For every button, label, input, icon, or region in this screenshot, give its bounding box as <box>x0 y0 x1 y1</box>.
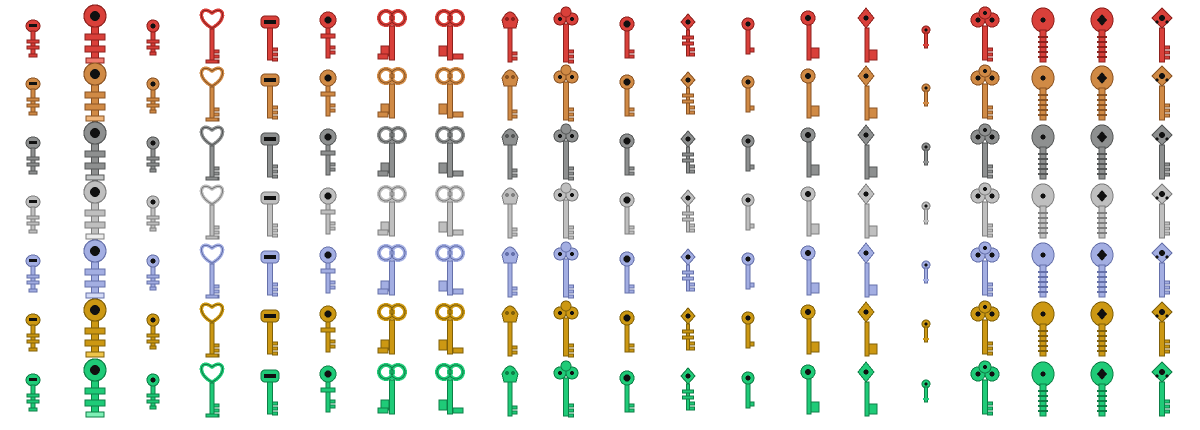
key-sprite-gold-slot-bar <box>261 310 279 355</box>
key-sprite-gold-double-loop-b <box>437 305 463 354</box>
key-sprite-copper-mini <box>922 84 930 106</box>
key-sprite-gold-small-round <box>147 314 159 349</box>
key-sprite-lavender-heart-scroll <box>201 245 222 298</box>
key-sprite-lavender-star-bow <box>1152 243 1172 297</box>
key-sprite-lavender-diamond-small <box>681 249 695 291</box>
key-sprite-lavender-round-ring <box>320 247 336 293</box>
key-sprite-copper-heart-scroll <box>201 68 222 121</box>
key-sprite-silver-big-heavy <box>84 181 106 239</box>
key-sprite-emerald-small-round <box>147 374 159 409</box>
key-sprite-emerald-ring-tall <box>801 365 819 414</box>
key-sprite-copper-big-heavy <box>84 63 106 121</box>
key-sprite-steel-big-heavy <box>84 122 106 180</box>
key-sprite-silver-double-loop-b <box>437 187 463 236</box>
key-sprite-silver-tiny-round <box>742 194 754 230</box>
key-sprite-copper-trefoil <box>554 65 578 121</box>
key-sprite-gold-trefoil <box>554 301 578 357</box>
key-sprite-lavender-double-loop <box>378 246 405 295</box>
key-sprite-copper-tiny-round <box>742 76 754 112</box>
key-sprite-silver-round-ring <box>320 188 336 234</box>
key-sprite-steel-star-bow <box>1152 125 1172 179</box>
key-sprite-emerald-slot-bar <box>261 370 279 415</box>
key-sprite-lavender-small-round <box>147 255 159 290</box>
key-sprite-steel-tiny-round <box>742 135 754 171</box>
key-sprite-silver-slot-bar <box>261 192 279 237</box>
key-sprite-gold-big-heavy <box>84 299 106 357</box>
key-sprite-lavender-double-loop-b <box>437 246 463 295</box>
key-sprite-emerald-big-heavy <box>84 359 106 417</box>
key-sprite-emerald-mini <box>922 380 930 402</box>
key-sprite-emerald-trefoil <box>554 361 578 417</box>
key-sprite-steel-trefoil <box>554 124 578 180</box>
key-sprite-steel-mini <box>922 143 930 165</box>
key-sprite-lavender-diamond-tall <box>858 243 877 297</box>
key-sprite-lavender-clover <box>971 242 999 296</box>
key-sprite-lavender-slot-bar <box>261 251 279 296</box>
key-sprite-gold-tiny-round <box>742 312 754 348</box>
key-sprite-emerald-round-dot <box>620 371 634 412</box>
key-sprite-red-small-round <box>147 20 159 55</box>
key-sprite-gold-diamond-tall <box>858 302 877 356</box>
key-sprite-lavender-big-heavy <box>84 240 106 298</box>
key-sprite-gold-skull <box>502 306 518 356</box>
key-sprite-gold-clover <box>971 301 999 355</box>
key-sprite-steel-round-dot <box>620 134 634 175</box>
key-sprite-red-diamond-small <box>681 14 695 56</box>
key-sprite-lavender-mini <box>922 261 930 283</box>
key-sprite-silver-trefoil <box>554 183 578 239</box>
key-sprite-copper-small-round <box>147 78 159 113</box>
key-sprite-lavender-ring-tall <box>801 246 819 295</box>
key-sprite-silver-star-bow <box>1152 184 1172 238</box>
key-sprite-silver-small-slot <box>26 196 40 233</box>
key-sprite-red-bulb <box>1032 8 1054 62</box>
key-sprite-copper-small-slot <box>26 78 40 115</box>
key-sprite-red-trefoil <box>554 7 578 63</box>
key-sprite-emerald-clover <box>971 361 999 415</box>
key-sprite-silver-diamond-small <box>681 190 695 232</box>
key-sprite-steel-clover <box>971 124 999 178</box>
key-sprite-silver-bulb-diamond <box>1091 184 1113 238</box>
key-sprite-red-clover <box>971 7 999 61</box>
key-sprite-copper-round-dot <box>620 75 634 116</box>
key-sprite-lavender-bulb <box>1032 243 1054 297</box>
key-sprite-silver-ring-tall <box>801 187 819 236</box>
key-sprite-copper-double-loop-b <box>437 69 463 118</box>
key-sprite-silver-diamond-tall <box>858 184 877 238</box>
key-sprite-lavender-skull <box>502 247 518 297</box>
key-sprite-steel-skull <box>502 129 518 179</box>
key-sprite-copper-ring-tall <box>801 69 819 118</box>
key-sprite-gold-round-ring <box>320 306 336 352</box>
key-sprite-emerald-diamond-small <box>681 368 695 410</box>
key-sprite-gold-bulb <box>1032 302 1054 356</box>
key-sprite-copper-bulb <box>1032 66 1054 120</box>
key-sprite-emerald-bulb <box>1032 362 1054 416</box>
key-sprite-copper-star-bow <box>1152 66 1172 120</box>
key-sprite-lavender-trefoil <box>554 242 578 298</box>
key-sprite-red-small-slot <box>26 20 40 57</box>
key-sprite-silver-heart-scroll <box>201 186 222 239</box>
key-sprite-copper-clover <box>971 65 999 119</box>
key-sprite-gold-star-bow <box>1152 302 1172 356</box>
key-sprite-lavender-round-dot <box>620 252 634 293</box>
key-sprite-lavender-tiny-round <box>742 253 754 289</box>
key-sprite-red-ring-tall <box>801 11 819 60</box>
key-sprite-emerald-tiny-round <box>742 372 754 408</box>
key-sprite-emerald-diamond-tall <box>858 362 877 416</box>
key-sprite-red-bulb-diamond <box>1091 8 1113 62</box>
key-sprite-steel-diamond-small <box>681 131 695 173</box>
key-sprite-gold-small-slot <box>26 314 40 351</box>
key-sprite-copper-double-loop <box>378 69 405 118</box>
key-sprite-silver-clover <box>971 183 999 237</box>
key-sprite-emerald-heart-scroll <box>201 364 222 417</box>
key-sprite-steel-ring-tall <box>801 128 819 177</box>
key-sprite-red-diamond-tall <box>858 8 877 62</box>
key-sprite-steel-bulb <box>1032 125 1054 179</box>
key-sprite-red-tiny-round <box>742 18 754 54</box>
key-sprite-steel-small-slot <box>26 137 40 174</box>
key-sprite-gold-heart-scroll <box>201 304 222 357</box>
key-sprite-gold-diamond-small <box>681 308 695 350</box>
key-sprite-steel-bulb-diamond <box>1091 125 1113 179</box>
key-sprite-red-heart-scroll <box>201 10 222 63</box>
key-sprite-red-double-loop-b <box>437 11 463 60</box>
key-sprite-emerald-bulb-diamond <box>1091 362 1113 416</box>
key-sprite-red-big-heavy <box>84 5 106 63</box>
key-sprite-steel-diamond-tall <box>858 125 877 179</box>
key-sprite-red-slot-bar <box>261 16 279 61</box>
key-sprite-gold-bulb-diamond <box>1091 302 1113 356</box>
key-sprite-silver-small-round <box>147 196 159 231</box>
key-sprite-emerald-star-bow <box>1152 362 1172 416</box>
key-sprite-copper-bulb-diamond <box>1091 66 1113 120</box>
key-sprite-red-round-dot <box>620 17 634 58</box>
key-sprite-silver-double-loop <box>378 187 405 236</box>
key-sprite-emerald-round-ring <box>320 366 336 412</box>
key-sprite-steel-slot-bar <box>261 133 279 178</box>
key-sprite-red-mini <box>922 26 930 48</box>
key-sprite-emerald-double-loop <box>378 365 405 414</box>
key-sprite-copper-diamond-tall <box>858 66 877 120</box>
key-sprite-red-star-bow <box>1152 8 1172 62</box>
key-sprite-silver-mini <box>922 202 930 224</box>
key-sprite-silver-bulb <box>1032 184 1054 238</box>
key-sprite-red-skull <box>502 12 518 62</box>
key-sprite-steel-heart-scroll <box>201 127 222 180</box>
key-sprite-red-double-loop <box>378 11 405 60</box>
key-sprite-lavender-small-slot <box>26 255 40 292</box>
key-sprite-gold-round-dot <box>620 311 634 352</box>
key-sprite-gold-mini <box>922 320 930 342</box>
key-sprite-copper-round-ring <box>320 70 336 116</box>
key-sprite-emerald-skull <box>502 366 518 416</box>
key-sprite-copper-diamond-small <box>681 72 695 114</box>
key-sprite-gold-double-loop <box>378 305 405 354</box>
key-sprite-silver-skull <box>502 188 518 238</box>
key-sprite-steel-round-ring <box>320 129 336 175</box>
key-sprite-steel-small-round <box>147 137 159 172</box>
key-sprite-red-round-ring <box>320 12 336 58</box>
key-sprite-emerald-small-slot <box>26 374 40 411</box>
key-sprite-lavender-bulb-diamond <box>1091 243 1113 297</box>
key-sprite-steel-double-loop-b <box>437 128 463 177</box>
key-sprite-steel-double-loop <box>378 128 405 177</box>
key-sprite-copper-skull <box>502 70 518 120</box>
key-sprite-copper-slot-bar <box>261 74 279 119</box>
key-sprite-gold-ring-tall <box>801 305 819 354</box>
key-sprite-emerald-double-loop-b <box>437 365 463 414</box>
key-sprite-silver-round-dot <box>620 193 634 234</box>
